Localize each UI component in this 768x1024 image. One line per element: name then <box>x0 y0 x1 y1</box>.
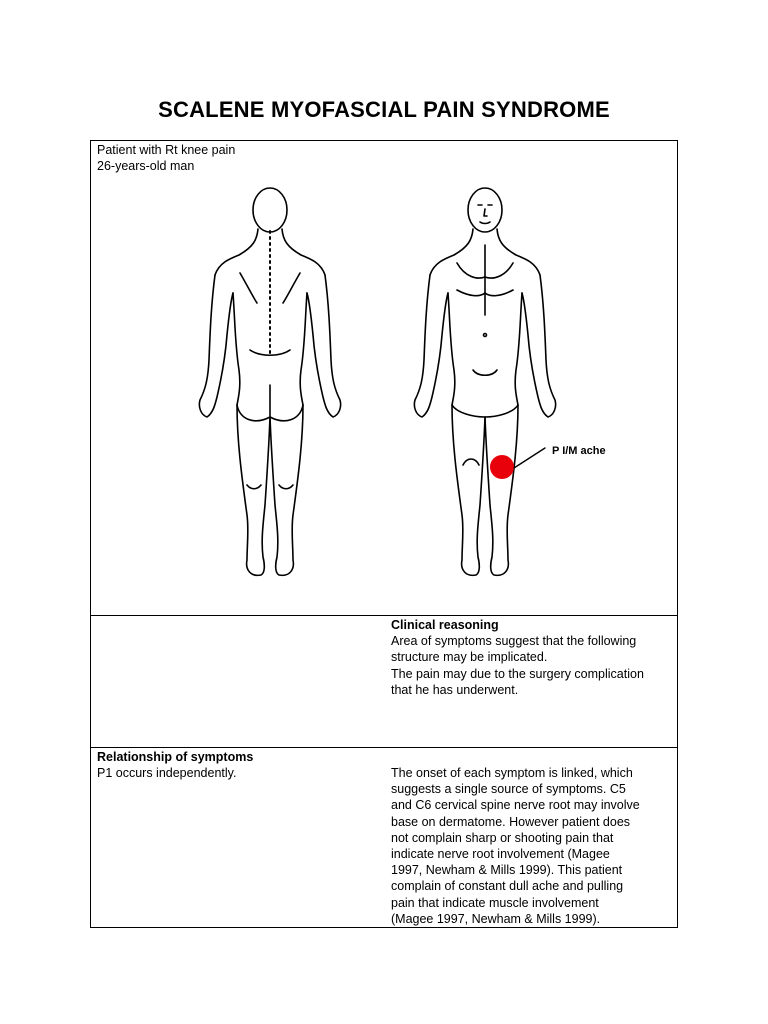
relationship-left-text: P1 occurs independently. <box>97 766 237 781</box>
pain-label: P I/M ache <box>552 445 606 457</box>
clinical-reasoning-line: structure may be implicated. <box>391 650 548 665</box>
clinical-reasoning-block <box>391 617 644 698</box>
back-view-figure <box>199 188 340 575</box>
clinical-reasoning-line: The pain may due to the surgery complication <box>391 666 644 681</box>
patient-info <box>97 142 235 174</box>
relationship-line: (Magee 1997, Newham & Mills 1999). <box>391 911 601 926</box>
relationship-line: suggests a single source of symptoms. C5 <box>391 782 626 797</box>
relationship-line: base on dermatome. However patient does <box>391 814 631 829</box>
body-chart <box>195 185 625 595</box>
relationship-line: not complain sharp or shooting pain that <box>391 830 614 845</box>
relationship-line: complain of constant dull ache and pulling <box>391 879 624 894</box>
relationship-line: and C6 cervical spine nerve root may involve <box>391 798 640 813</box>
clinical-reasoning-line: that he has underwent. <box>391 682 519 697</box>
patient-line-2: 26-years-old man <box>97 159 195 174</box>
pain-marker-leader-line <box>514 448 545 468</box>
page-title: SCALENE MYOFASCIAL PAIN SYNDROME <box>158 97 610 122</box>
front-view-figure <box>414 188 555 575</box>
relationship-line: pain that indicate muscle involvement <box>391 895 599 910</box>
relationship-heading-block <box>97 749 253 781</box>
relationship-heading: Relationship of symptoms <box>97 750 254 764</box>
clinical-reasoning-line: Area of symptoms suggest that the following <box>391 634 637 649</box>
relationship-line: 1997, Newham & Mills 1999). This patient <box>391 863 623 878</box>
row-divider-2 <box>91 747 677 748</box>
relationship-line: indicate nerve root involvement (Magee <box>391 847 610 862</box>
relationship-line: The onset of each symptom is linked, which <box>391 766 633 780</box>
clinical-reasoning-heading: Clinical reasoning <box>391 618 499 632</box>
relationship-explanation <box>391 765 640 927</box>
patient-line-1: Patient with Rt knee pain <box>97 143 236 157</box>
row-divider-1 <box>91 615 677 616</box>
pain-marker <box>490 455 514 479</box>
